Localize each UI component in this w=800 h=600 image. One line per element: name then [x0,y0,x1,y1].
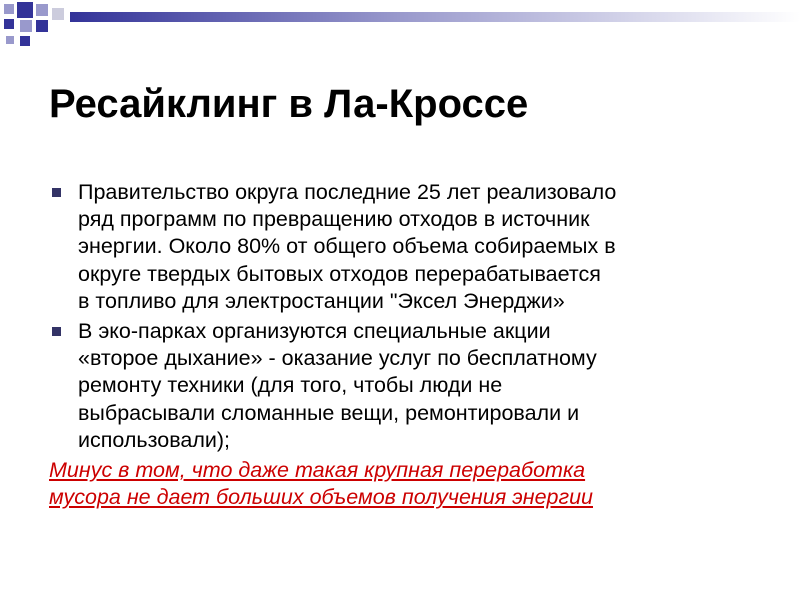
bullet-line: ряд программ по превращению отходов в источник [78,207,590,232]
decor-square [20,36,30,46]
slide-content [49,179,749,511]
bullet-line: в топливо для электростанции "Эксел Энерджи» [78,288,565,313]
bullet-line: выбрасывали сломанные вещи, ремонтировали и [78,400,580,425]
bullet-list [49,179,749,454]
bullet-line: использовали); [78,427,231,452]
bullet-line: В эко-парках организуются специальные акции [78,319,551,344]
decor-square [4,19,14,29]
bullet-line: Правительство округа последние 25 лет реализовало [78,180,617,204]
decor-square [36,4,48,16]
bullet-line: энергии. Около 80% от общего объема собираемых в [78,234,616,259]
bullet-item [49,318,749,454]
bullet-item [49,179,749,315]
highlighted-note [49,457,749,511]
decor-square [36,20,48,32]
note-line: Минус в том, что даже такая крупная переработка [49,458,586,483]
decor-square [6,36,14,44]
slide-title: Ресайклинг в Ла-Кроссе [49,82,529,126]
decor-square [20,20,32,32]
bullet-line: ремонту техники (для того, чтобы люди не [78,373,503,398]
bullet-line: «второе дыхание» - оказание услуг по бесплатному [78,346,597,371]
bullet-line: округе твердых бытовых отходов перерабатывается [78,261,601,286]
header-gradient-bar [70,12,800,22]
square-bullet-icon [52,327,61,336]
square-bullet-icon [52,188,61,197]
header-decoration [0,0,800,60]
note-line: мусора не дает больших объемов получения энергии [49,485,593,510]
decor-square [17,2,33,18]
decor-square [4,4,14,14]
decor-square [52,8,64,20]
